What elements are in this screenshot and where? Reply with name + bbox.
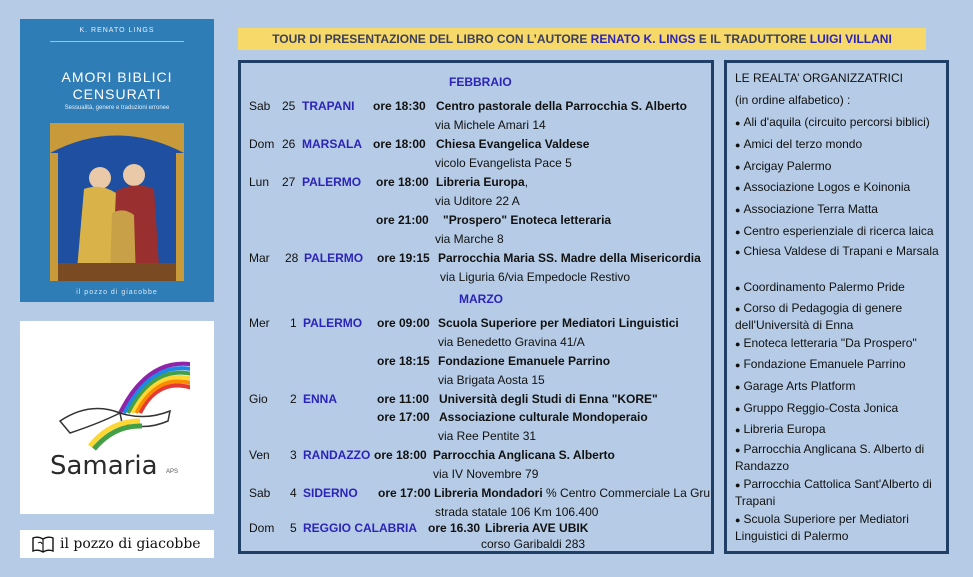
event-venue-rest: , — [524, 175, 529, 189]
event-venue: Fondazione Emanuele Parrino — [438, 354, 611, 368]
event-venue-wrap — [436, 175, 528, 189]
event-time: ore 18:15 — [377, 354, 430, 368]
list-item — [735, 421, 943, 438]
event-address: via Brigata Aosta 15 — [438, 373, 545, 387]
bullet-icon: ● — [735, 304, 741, 314]
event-venue-wrap — [434, 486, 710, 500]
bullet-icon: ● — [735, 515, 741, 525]
organizer-name: Scuola Superiore per Mediatori Linguistici di Palermo — [735, 512, 909, 543]
bullet-icon: ● — [735, 425, 741, 435]
event-venue: Libreria Mondadori — [434, 486, 543, 500]
organizers-title: LE REALTA’ ORGANIZZATRICI — [735, 71, 904, 85]
event-city: REGGIO CALABRIA — [303, 521, 417, 535]
event-city: RANDAZZO — [303, 448, 371, 462]
event-address: corso Garibaldi 283 — [481, 537, 586, 551]
event-day: Sab — [249, 99, 271, 113]
event-address: via Benedetto Gravina 41/A — [438, 335, 585, 349]
schedule-panel — [238, 60, 714, 554]
list-item — [735, 158, 943, 175]
event-day: Dom — [249, 137, 275, 151]
event-address: vicolo Evangelista Pace 5 — [435, 156, 572, 170]
event-address: via Uditore 22 A — [435, 194, 520, 208]
event-day: Dom — [249, 521, 275, 535]
bullet-icon: ● — [735, 445, 741, 455]
month-heading: MARZO — [459, 292, 503, 306]
event-time: ore 19:15 — [377, 251, 430, 265]
event-time: ore 18:00 — [373, 137, 426, 151]
cover-author: K. RENATO LINGS — [79, 27, 155, 34]
list-item — [735, 400, 943, 417]
event-address: via Ree Pentite 31 — [438, 429, 537, 443]
event-venue: Centro pastorale della Parrocchia S. Alberto — [436, 99, 687, 113]
list-item — [735, 201, 943, 218]
event-venue: Università degli Studi di Enna "KORE" — [439, 392, 658, 406]
event-city: ENNA — [303, 392, 338, 406]
event-city: PALERMO — [302, 175, 362, 189]
bullet-icon: ● — [735, 227, 741, 237]
event-address: via Liguria 6/via Empedocle Restivo — [440, 270, 631, 284]
event-date: 5 — [290, 521, 297, 535]
event-venue: Scuola Superiore per Mediatori Linguistici — [438, 316, 679, 330]
list-item — [735, 356, 943, 373]
cover-title-line2: CENSURATI — [72, 86, 162, 102]
bullet-icon: ● — [735, 205, 741, 215]
organizer-name: Libreria Europa — [743, 422, 826, 436]
organizer-name: Coordinamento Palermo Pride — [743, 280, 905, 294]
bullet-icon: ● — [735, 162, 741, 172]
event-date: 4 — [290, 486, 297, 500]
event-venue: Parrocchia Anglicana S. Alberto — [433, 448, 615, 462]
bullet-icon: ● — [735, 118, 741, 128]
bullet-icon: ● — [735, 382, 741, 392]
organizer-name: Arcigay Palermo — [743, 159, 832, 173]
header-text-1: TOUR DI PRESENTAZIONE DEL LIBRO CON L’AUTORE — [272, 32, 591, 46]
event-city: TRAPANI — [302, 99, 355, 113]
organizer-name: Enoteca letteraria "Da Prospero" — [743, 336, 917, 350]
event-date: 26 — [282, 137, 296, 151]
bullet-icon: ● — [735, 283, 741, 293]
list-item — [735, 279, 943, 296]
event-city: MARSALA — [302, 137, 362, 151]
book-cover — [20, 19, 214, 302]
event-venue: Parrocchia Maria SS. Madre della Misericordia — [438, 251, 701, 265]
event-city: SIDERNO — [303, 486, 358, 500]
event-time: ore 18:00 — [374, 448, 427, 462]
event-date: 28 — [285, 251, 299, 265]
organizer-name: Ali d'aquila (circuito percorsi biblici) — [743, 115, 930, 129]
event-city: PALERMO — [304, 251, 364, 265]
bullet-icon: ● — [735, 480, 741, 490]
event-venue: Chiesa Evangelica Valdese — [436, 137, 590, 151]
pozzo-name: il pozzo di giacobbe — [60, 536, 201, 552]
tour-header — [238, 28, 926, 50]
organizers-subtitle: (in ordine alfabetico) : — [735, 93, 851, 107]
list-item — [735, 300, 943, 333]
cover-publisher: il pozzo di giacobbe — [76, 289, 158, 296]
month-heading: FEBBRAIO — [449, 75, 512, 89]
header-author: RENATO K. LINGS — [590, 32, 696, 46]
event-day: Gio — [249, 392, 268, 406]
rainbow-hands-icon — [50, 351, 190, 451]
samaria-name: Samaria — [50, 451, 158, 481]
event-date: 27 — [282, 175, 296, 189]
bullet-icon: ● — [735, 339, 741, 349]
event-venue: Libreria AVE UBIK — [485, 521, 589, 535]
list-item — [735, 476, 943, 509]
header-text-2: E IL TRADUTTORE — [695, 32, 810, 46]
event-address: via IV Novembre 79 — [433, 467, 539, 481]
event-date: 25 — [282, 99, 296, 113]
event-address: strada statale 106 Km 106.400 — [435, 505, 599, 519]
samaria-logo — [20, 321, 214, 514]
event-venue-rest: % Centro Commerciale La Gru — [542, 486, 711, 500]
organizer-name: Centro esperienziale di ricerca laica — [743, 224, 934, 238]
event-time: ore 18:00 — [376, 175, 429, 189]
event-time: ore 17:00 — [378, 486, 431, 500]
event-day: Mar — [249, 251, 270, 265]
event-time: ore 09:00 — [377, 316, 430, 330]
organizer-name: Amici del terzo mondo — [743, 137, 863, 151]
list-item — [735, 223, 943, 240]
bullet-icon: ● — [735, 247, 741, 257]
event-address: via Michele Amari 14 — [435, 118, 546, 132]
event-time: ore 17:00 — [377, 410, 430, 424]
list-item — [735, 441, 943, 474]
list-item — [735, 136, 943, 153]
list-item — [735, 335, 943, 352]
organizer-name: Chiesa Valdese di Trapani e Marsala — [743, 244, 939, 258]
event-time: ore 16.30 — [428, 521, 481, 535]
event-date: 3 — [290, 448, 297, 462]
organizer-name: Fondazione Emanuele Parrino — [743, 357, 906, 371]
bullet-icon: ● — [735, 360, 741, 370]
open-book-icon — [32, 535, 54, 553]
event-day: Ven — [249, 448, 270, 462]
bullet-icon: ● — [735, 404, 741, 414]
organizers-panel — [724, 60, 949, 554]
event-venue: Associazione culturale Mondoperaio — [439, 410, 648, 424]
list-item — [735, 378, 943, 395]
organizer-name: Associazione Terra Matta — [743, 202, 878, 216]
event-time: ore 21:00 — [376, 213, 429, 227]
organizer-name: Garage Arts Platform — [743, 379, 856, 393]
organizer-name: Parrocchia Anglicana S. Alberto di Randazzo — [735, 442, 925, 473]
event-date: 1 — [290, 316, 297, 330]
cover-subtitle: Sessualità, genere e traduzioni erronee — [64, 105, 170, 111]
event-address: via Marche 8 — [435, 232, 504, 246]
list-item — [735, 179, 943, 196]
cover-rule — [50, 41, 184, 42]
pozzo-logo — [20, 530, 214, 558]
cover-illustration — [50, 123, 184, 281]
organizer-name: Parrocchia Cattolica Sant'Alberto di Trapani — [735, 477, 932, 508]
bullet-icon: ● — [735, 140, 741, 150]
event-city: PALERMO — [303, 316, 363, 330]
cover-title-line1: AMORI BIBLICI — [61, 69, 173, 85]
event-day: Mer — [249, 316, 270, 330]
organizer-name: Gruppo Reggio-Costa Jonica — [743, 401, 899, 415]
event-venue: "Prospero" Enoteca letteraria — [443, 213, 612, 227]
list-item — [735, 511, 943, 544]
organizer-name: Corso di Pedagogia di genere dell'Università di Enna — [735, 301, 903, 332]
samaria-suffix: APS — [166, 469, 179, 475]
event-day: Sab — [249, 486, 271, 500]
event-venue: Libreria Europa — [436, 175, 525, 189]
header-translator: LUIGI VILLANI — [809, 32, 892, 46]
list-item — [735, 243, 943, 260]
event-day: Lun — [249, 175, 270, 189]
list-item — [735, 114, 943, 131]
event-time: ore 18:30 — [373, 99, 426, 113]
event-date: 2 — [290, 392, 297, 406]
bullet-icon: ● — [735, 183, 741, 193]
event-time: ore 11:00 — [377, 392, 430, 406]
organizer-name: Associazione Logos e Koinonia — [743, 180, 911, 194]
